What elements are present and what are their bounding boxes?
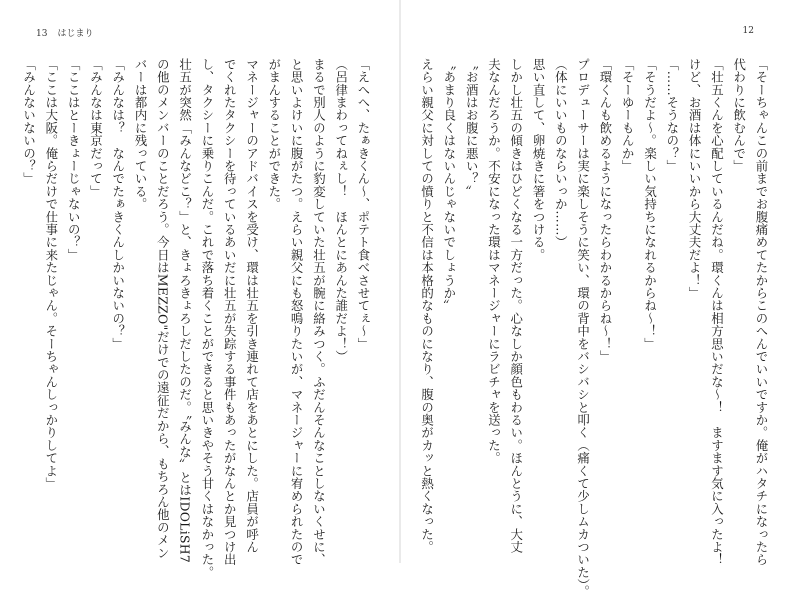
left-page-body [21, 58, 374, 579]
text-line: 思い直して、卵焼きに箸をつける。 [531, 58, 547, 262]
text-line: けど、お酒は体にいいから大丈夫だよ！」 [687, 58, 703, 300]
chapter-title: はじまり [57, 29, 94, 39]
right-page-body [418, 58, 772, 598]
text-line: 「壮五くんを心配しているんだね。環くんは相方思いだな～！ ますます気に入ったよ！ [709, 58, 725, 566]
text-line: し、タクシーに乗りこんだ。これで落ち着くことができると思いきやそう甘くはなかった。 [199, 58, 215, 579]
text-line: 「ここは大阪。俺らだけで仕事に来たじゃん。そーちゃんしっかりしてよ」 [43, 58, 59, 490]
text-line: がまんすることができた。 [266, 58, 282, 211]
left-page-header [36, 26, 103, 39]
text-line: （呂律まわってねぇし！ ほんとにあんた誰だよ！） [333, 58, 349, 363]
text-line: 代わりに飲むんで」 [731, 58, 747, 173]
left-page-number: 13 [36, 29, 48, 39]
text-line: 「ここはとーきょーじゃないの？」 [66, 58, 82, 262]
page-gutter [399, 0, 401, 563]
text-line: 壮五が突然「みんなどこ？」と、きょろきょろしだしたのだ。〝みんな〟とはIDOLiSH7 [177, 58, 193, 564]
text-line: マネージャーのアドバイスを受け、環は壮五を引き連れて店をあとにした。店員が呼ん [244, 58, 260, 554]
text-line: プロデューサーは実に楽しそうに笑い、環の背中をバシバシと叩く（痛くて少しムカついた）。 [575, 58, 591, 598]
text-line: 〝お酒はお腹に悪い？〟 [464, 58, 480, 198]
text-line: 「みんなは東京だって」 [88, 58, 104, 198]
text-line: えらい親父に対しての憤りと不信は本格的なものになり、腹の奥がカッと熱くなった。 [419, 58, 435, 554]
text-line: バーは都内に残っている。 [133, 58, 149, 211]
text-line: でくれたタクシーを待っているあいだに壮五が失踪する事件もあったがなんとか見つけ出 [222, 58, 238, 566]
text-line: 「そーゆーもんか」 [620, 58, 636, 173]
text-line: （体にいいものならいっか……） [553, 58, 569, 249]
right-page-number: 12 [742, 26, 754, 36]
text-line: 「環くんも飲めるようになったらわかるからね～！」 [597, 58, 613, 363]
text-line: と思いよけいに腹がたつ。えらい親父にも怒鳴りたいが、マネージャーに宥められたので [289, 58, 305, 566]
text-line: まるで別人のように豹変していた壮五が腕に絡みつく。ふだんそんなことしないくせに、 [311, 58, 327, 566]
text-line: 夫なんだろうか。不安になった環はマネージャーにラビチャを送った。 [486, 58, 502, 465]
text-line: しかし壮五の傾きはひどくなる一方だった。心なしか顔色もわるい。ほんとうに、大丈 [508, 58, 524, 554]
text-line: 「みんないないの？」 [21, 58, 37, 185]
text-line: 「みんなは？ なんでたぁきくんしかいないの？」 [110, 58, 126, 351]
text-line: 「……そうなの？」 [664, 58, 680, 173]
text-line: 「そうだよ～。楽しい気持ちになれるからね～！」 [642, 58, 658, 351]
text-line: の他のメンバーのことだろう。今日はMEZZO"だけでの遠征だから、もちろん他のメン [155, 58, 171, 560]
right-page-header [743, 26, 764, 36]
text-line: 「そーちゃんこの前までお腹痛めてたからこのへんでいいですか。俺がハタチになったら [754, 58, 769, 566]
text-line: 〝あまり良くはないんじゃないでしょうか〟 [441, 58, 457, 312]
text-line: 「えへへ、たぁきくん～、ポテト食べさせてぇ～」 [356, 58, 371, 351]
